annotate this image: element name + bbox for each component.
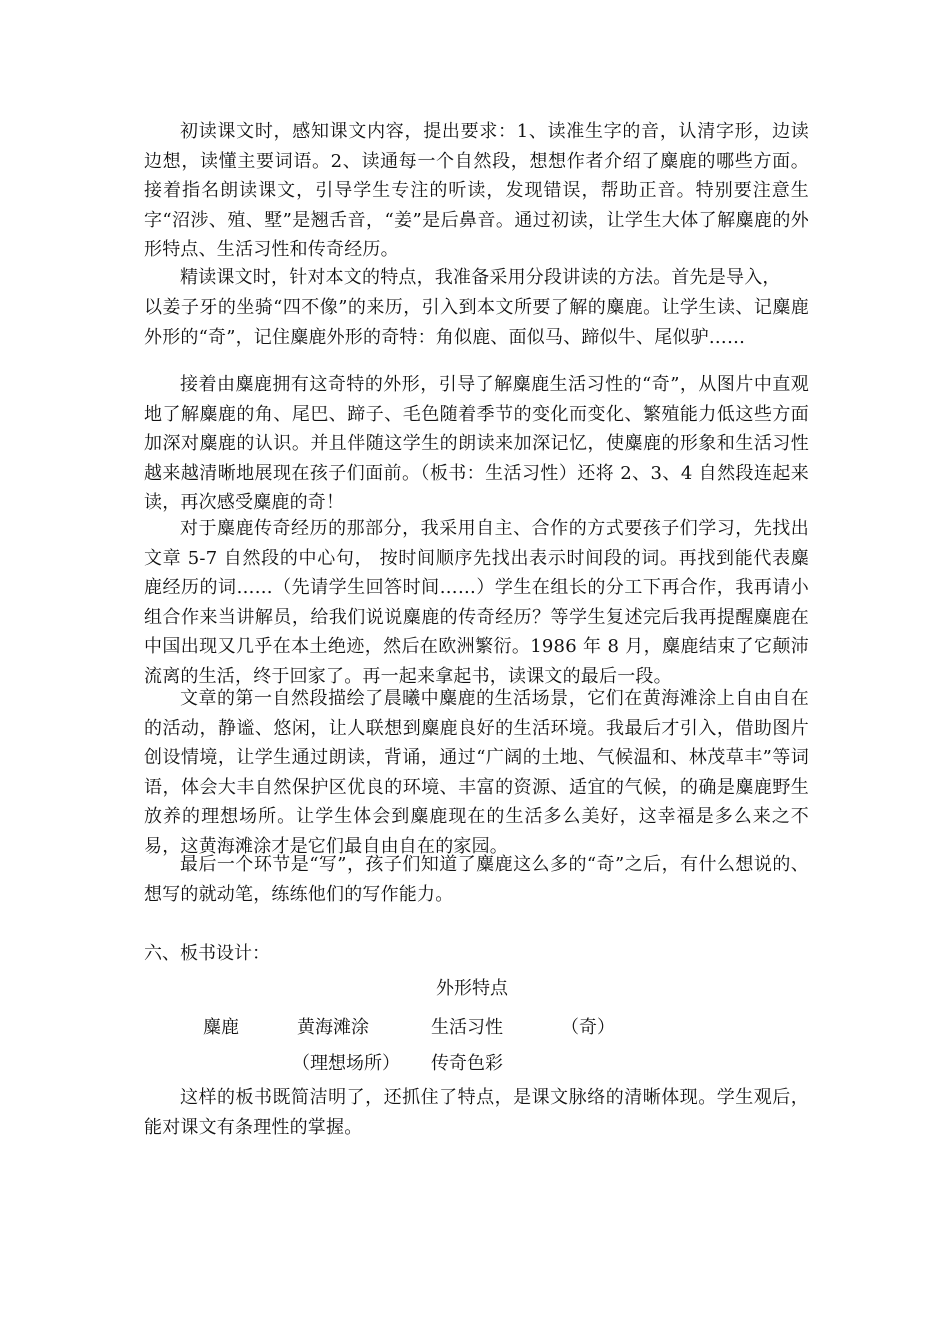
paragraph-living-habits: 接着由麋鹿拥有这奇特的外形，引导了解麋鹿生活习性的“奇”，从图片中直观地了解麋鹿的角、尾巴、蹄子、毛色随着季节的变化而变化、繁殖能力低这些方面加深对麋鹿的认识。并且伴随这学生的朗读来加深记忆，使麋鹿的形象和生活习性越来越清晰地展现在孩子们面前。（板书：生活习性）还将 2、3、4 自然段连起来读，再次感受麋鹿的奇！ [144,374,809,513]
paragraph-writing: 最后一个环节是“写”，孩子们知道了麋鹿这么多的“奇”之后，有什么想说的、想写的就动笔，练练他们的写作能力。 [144,854,809,905]
board-living-habits: 生活习性 [431,1017,503,1038]
section-heading-board-design: 六、板书设计： [144,943,270,964]
paragraph-intensive-reading-body: 以姜子牙的坐骑“四不像”的来历，引入到本文所要了解的麋鹿。让学生读、记麋鹿外形的“奇”，记住麋鹿外形的奇特：角似鹿、面似马、蹄似牛、尾似驴…… [144,297,809,348]
board-legend: 传奇色彩 [431,1053,503,1074]
board-milu: 麋鹿 [203,1017,239,1038]
board-qi: （奇） [561,1017,615,1038]
board-ideal-place: （理想场所） [292,1053,400,1074]
paragraph-first-section: 文章的第一自然段描绘了晨曦中麋鹿的生活场景，它们在黄海滩涂上自由自在的活动，静谧、悠闲，让人联想到麋鹿良好的生活环境。我最后才引入，借助图片创设情境，让学生通过朗读，背诵，通过“广阔的土地、气候温和、林茂草丰”等词语，体会大丰自然保护区优良的环境、丰富的资源、适宜的气候，的确是麋鹿野生放养的理想场所。让学生体会到麋鹿现在的生活多么美好，这幸福是多么来之不易，这黄海滩涂才是它们最自由自在的家园。 [144,688,809,857]
paragraph-legendary-experience: 对于麋鹿传奇经历的那部分，我采用自主、合作的方式要孩子们学习，先找出文章 5-7 自然段的中心句， 按时间顺序先找出表示时间段的词。再找到能代表麋鹿经历的词……（先请学生回答时间……）学生在组长的分工下再合作，我再请小组合作来当讲解员，给我们说说麋鹿的传奇经历？等学生复述完后我再提醒麋鹿在中国出现又几乎在本土绝迹，然后在欧洲繁衍。1986 年 8 月，麋鹿结束了它颠沛流离的生活，终于回家了。再一起来拿起书，读课文的最后一段。 [144,518,809,687]
paragraph-first-reading: 初读课文时，感知课文内容，提出要求：1、读准生字的音，认清字形，边读边想，读懂主要词语。2、读通每一个自然段，想想作者介绍了麋鹿的哪些方面。接着指名朗读课文，引导学生专注的听读，发现错误，帮助正音。特别要注意生字“沼涉、殖、墅”是翘舌音，“姜”是后鼻音。通过初读，让学生大体了解麋鹿的外形特点、生活习性和传奇经历。 [144,121,809,260]
board-huanghai: 黄海滩涂 [297,1017,369,1038]
paragraph-conclusion: 这样的板书既简洁明了，还抓住了特点，是课文脉络的清晰体现。学生观后，能对课文有条理性的掌握。 [144,1087,809,1138]
paragraph-intensive-reading-intro: 精读课文时，针对本文的特点，我准备采用分段讲读的方法。首先是导入， [180,267,781,288]
board-appearance: 外形特点 [436,978,508,999]
